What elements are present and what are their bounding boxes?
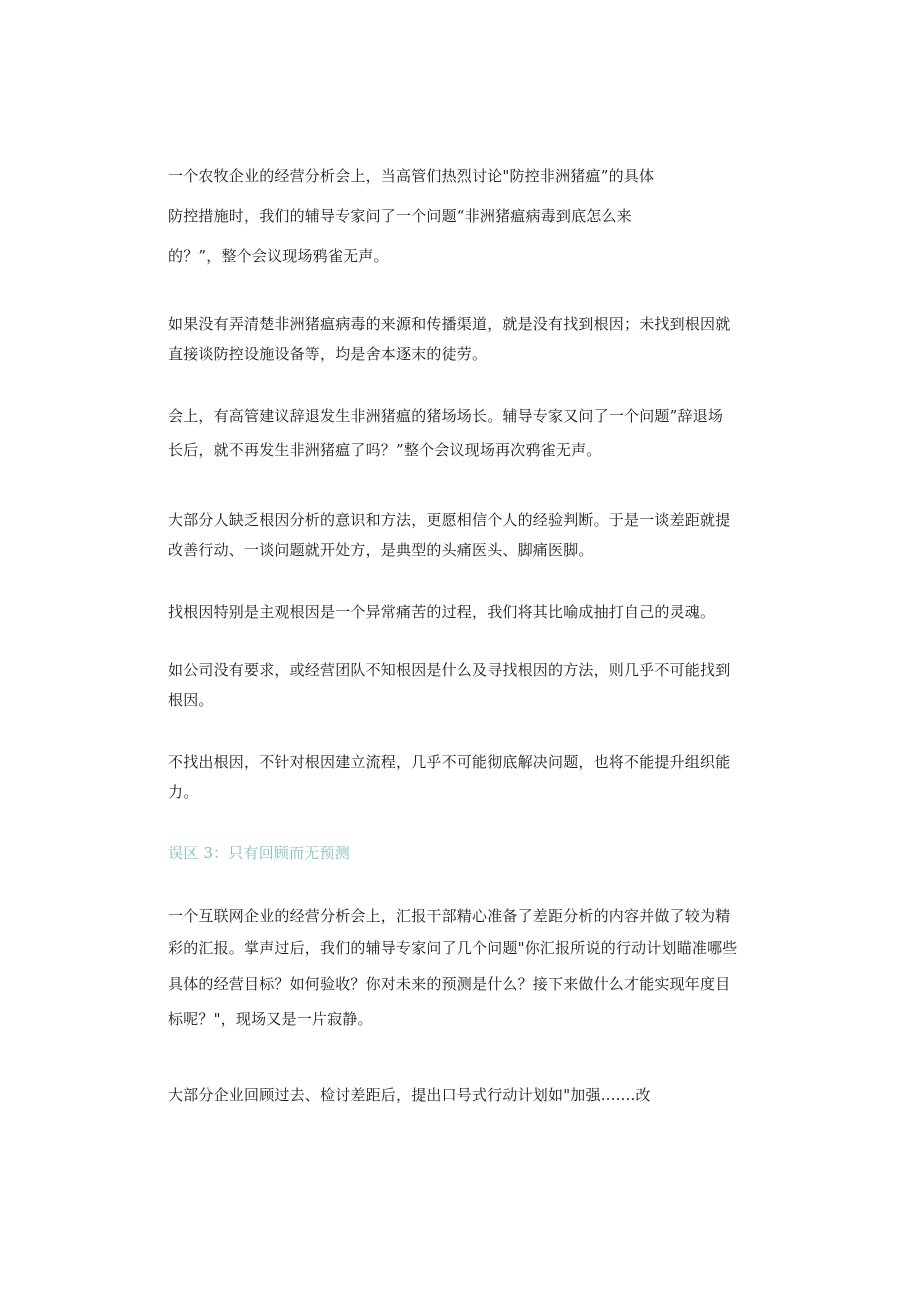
paragraph-4-line-1: 大部分人缺乏根因分析的意识和方法，更愿相信个人的经验判断。于是一谈差距就提 xyxy=(168,511,731,529)
paragraph-6-line-2: 根因。 xyxy=(168,691,214,709)
paragraph-2-line-2: 直接谈防控设施设备等，均是舍本逐末的徒劳。 xyxy=(168,345,488,363)
paragraph-9-line-2: 彩的汇报。掌声过后，我们的辅导专家问了几个问题"你汇报所说的行动计划瞄准哪些 xyxy=(168,939,738,957)
paragraph-9-line-3: 具体的经营目标？如何验收？你对未来的预测是什么？接下来做什么才能实现年度目 xyxy=(168,975,731,993)
paragraph-9-line-4: 标呢？"，现场又是一片寂静。 xyxy=(168,1010,373,1028)
paragraph-5-line-1: 找根因特别是主观根因是一个异常痛苦的过程，我们将其比喻成抽打自己的灵魂。 xyxy=(168,603,716,621)
paragraph-1-line-2: 防控措施时，我们的辅导专家问了一个问题“非洲猪瘟病毒到底怎么来 xyxy=(168,207,632,225)
paragraph-7-line-2: 力。 xyxy=(168,783,199,801)
paragraph-3-line-2: 长后，就不再发生非洲猪瘟了吗？”整个会议现场再次鸦雀无声。 xyxy=(168,441,602,459)
paragraph-1-line-3: 的？”，整个会议现场鸦雀无声。 xyxy=(168,247,389,265)
paragraph-10-line-1: 大部分企业回顾过去、检讨差距后，提出口号式行动计划如"加强.......改 xyxy=(168,1086,651,1104)
paragraph-1-line-1: 一个农牧企业的经营分析会上，当高管们热烈讨论"防控非洲猪瘟”的具体 xyxy=(168,167,655,185)
paragraph-2-line-1: 如果没有弄清楚非洲猪瘟病毒的来源和传播渠道，就是没有找到根因；未找到根因就 xyxy=(168,315,731,333)
paragraph-7-line-1: 不找出根因，不针对根因建立流程，几乎不可能彻底解决问题，也将不能提升组织能 xyxy=(168,753,731,771)
section-heading: 误区 3：只有回顾而无预测 xyxy=(168,844,350,862)
paragraph-6-line-1: 如公司没有要求，或经营团队不知根因是什么及寻找根因的方法，则几乎不可能找到 xyxy=(168,661,731,679)
paragraph-3-line-1: 会上，有高管建议辞退发生非洲猪瘟的猪场场长。辅导专家又问了一个问题”辞退场 xyxy=(168,407,724,425)
paragraph-9-line-1: 一个互联网企业的经营分析会上，汇报干部精心准备了差距分析的内容并做了较为精 xyxy=(168,907,731,925)
paragraph-4-line-2: 改善行动、一谈问题就开处方，是典型的头痛医头、脚痛医脚。 xyxy=(168,541,594,559)
